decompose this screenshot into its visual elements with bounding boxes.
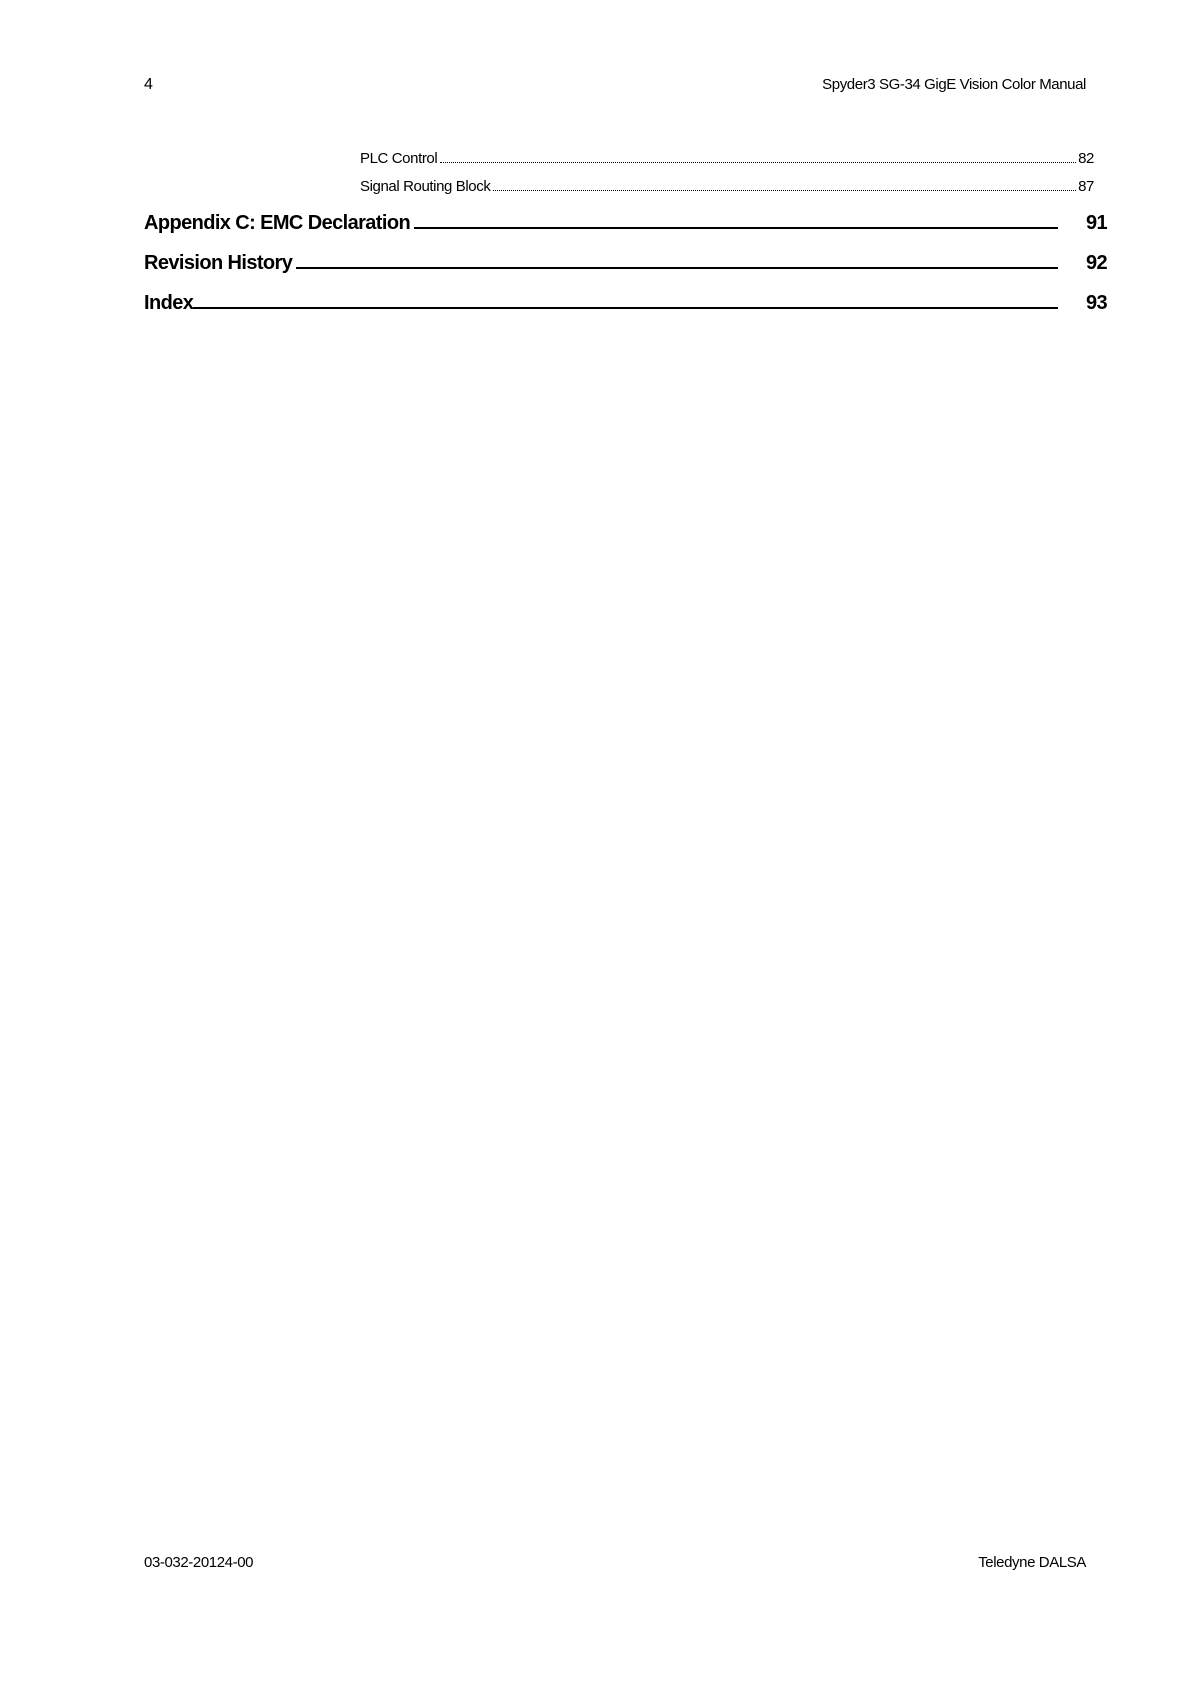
toc-entry-signal-routing-block[interactable] xyxy=(360,178,1094,195)
dot-leader xyxy=(440,161,1076,163)
line-leader xyxy=(414,226,1058,229)
toc-entry-appendix-c[interactable] xyxy=(144,212,1108,235)
page-number: 4 xyxy=(144,76,153,93)
dot-leader xyxy=(493,189,1076,191)
toc-entry-label: Signal Routing Block xyxy=(360,178,491,195)
toc-entry-page: 87 xyxy=(1078,178,1094,195)
footer-document-number: 03-032-20124-00 xyxy=(144,1554,254,1571)
document-title: Spyder3 SG-34 GigE Vision Color Manual xyxy=(822,76,1086,93)
footer-company: Teledyne DALSA xyxy=(978,1554,1086,1571)
toc-entry-label: PLC Control xyxy=(360,150,438,167)
toc-entry-label: Index xyxy=(144,292,194,314)
toc-entry-revision-history[interactable] xyxy=(144,252,1108,275)
toc-entry-page: 92 xyxy=(1086,252,1108,274)
toc-entry-label: Revision History xyxy=(144,252,293,274)
line-leader xyxy=(193,306,1058,309)
toc-entry-page: 91 xyxy=(1086,212,1108,234)
toc-entry-page: 82 xyxy=(1078,150,1094,167)
line-leader xyxy=(296,266,1058,269)
toc-entry-plc-control[interactable] xyxy=(360,150,1094,167)
toc-entry-page: 93 xyxy=(1086,292,1108,314)
toc-entry-index[interactable] xyxy=(144,292,1108,315)
toc-entry-label: Appendix C: EMC Declaration xyxy=(144,212,411,234)
